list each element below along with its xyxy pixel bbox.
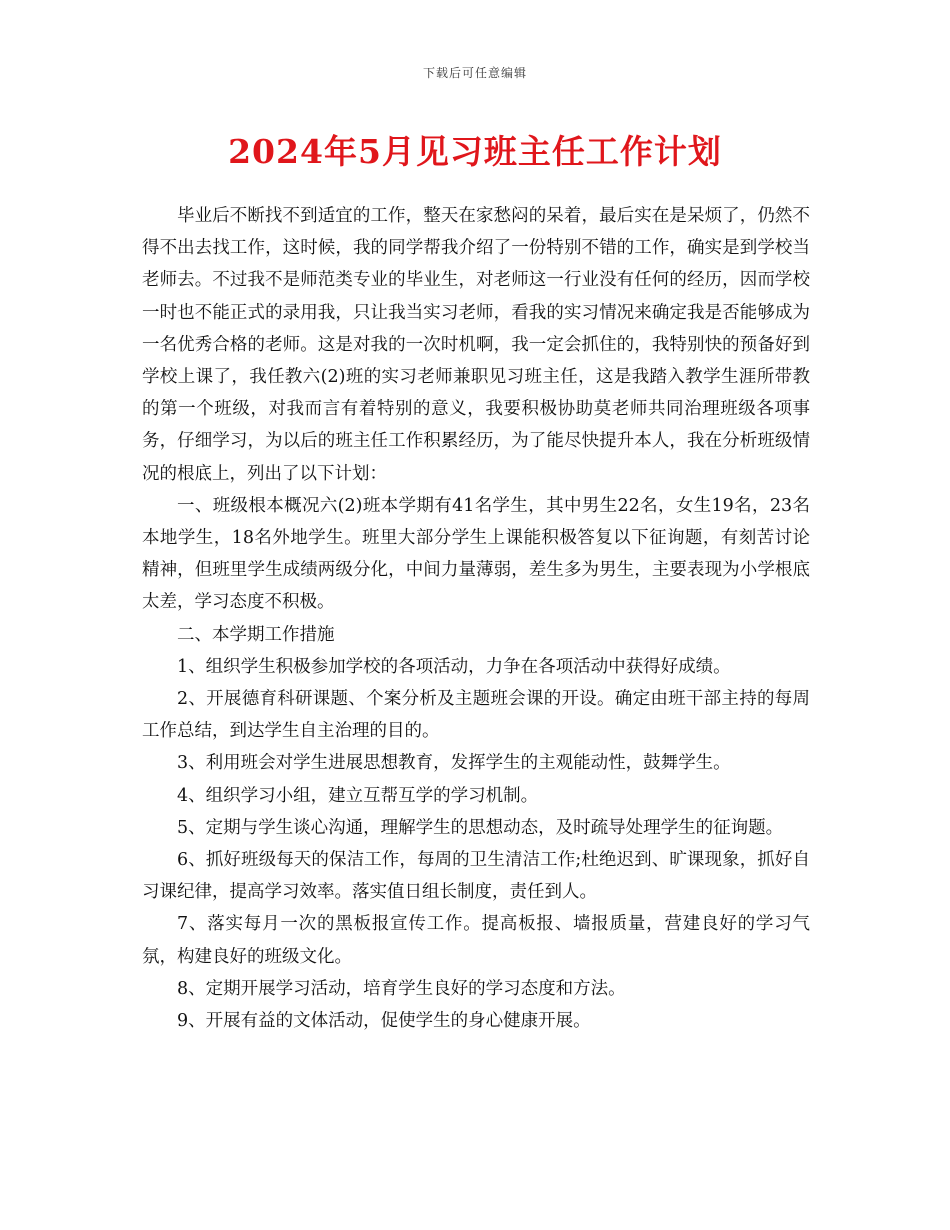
list-item-7: 7、落实每月一次的黑板报宣传工作。提高板报、墙报质量，营建良好的学习气氛，构建良好的班级文化。 bbox=[142, 914, 810, 967]
list-item-1: 1、组织学生积极参加学校的各项活动，力争在各项活动中获得好成绩。 bbox=[177, 656, 731, 677]
section-heading-measures: 二、本学期工作措施 bbox=[177, 624, 335, 645]
paragraph-class-overview: 一、班级根本概况六(2)班本学期有41名学生，其中男生22名，女生19名，23名本地学生，18名外地学生。班里大部分学生上课能积极答复以下征询题，有刻苦讨论精神，但班里学生成绩两级分化，中间力量薄弱，差生多为男生，主要表现为小学根底太差，学习态度不积极。 bbox=[142, 495, 810, 613]
list-item-5: 5、定期与学生谈心沟通，理解学生的思想动态，及时疏导处理学生的征询题。 bbox=[177, 817, 784, 838]
list-item-2: 2、开展德育科研课题、个案分析及主题班会课的开设。确定由班干部主持的每周工作总结，到达学生自主治理的目的。 bbox=[142, 689, 810, 742]
document-title: 2024年5月见习班主任工作计划 bbox=[228, 132, 722, 171]
paragraph-intro: 毕业后不断找不到适宜的工作，整天在家愁闷的呆着，最后实在是呆烦了，仍然不得不出去找工作，这时候，我的同学帮我介绍了一份特别不错的工作，确实是到学校当老师去。不过我不是师范类专业的毕业生，对老师这一行业没有任何的经历，因而学校一时也不能正式的录用我，只让我当实习老师，看我的实习情况来确定我是否能够成为一名优秀合格的老师。这是对我的一次时机啊，我一定会抓住的，我特别快的预备好到学校上课了，我任教六(2)班的实习老师兼职见习班主任，这是我踏入教学生涯所带教的第一个班级，对我而言有着特别的意义，我要积极协助莫老师共同治理班级各项事务，仔细学习，为以后的班主任工作积累经历，为了能尽快提升本人，我在分析班级情况的根底上，列出了以下计划： bbox=[142, 206, 810, 484]
list-item-4: 4、组织学习小组，建立互帮互学的学习机制。 bbox=[177, 785, 539, 806]
header-note: 下载后可任意编辑 bbox=[422, 66, 527, 80]
list-item-9: 9、开展有益的文体活动，促使学生的身心健康开展。 bbox=[177, 1011, 591, 1032]
list-item-3: 3、利用班会对学生进展思想教育，发挥学生的主观能动性，鼓舞学生。 bbox=[177, 753, 731, 774]
list-item-6: 6、抓好班级每天的保洁工作，每周的卫生清洁工作;杜绝迟到、旷课现象，抓好自习课纪律，提高学习效率。落实值日组长制度，责任到人。 bbox=[142, 850, 810, 903]
list-item-8: 8、定期开展学习活动，培育学生良好的学习态度和方法。 bbox=[177, 978, 626, 999]
document-body bbox=[142, 200, 810, 1037]
